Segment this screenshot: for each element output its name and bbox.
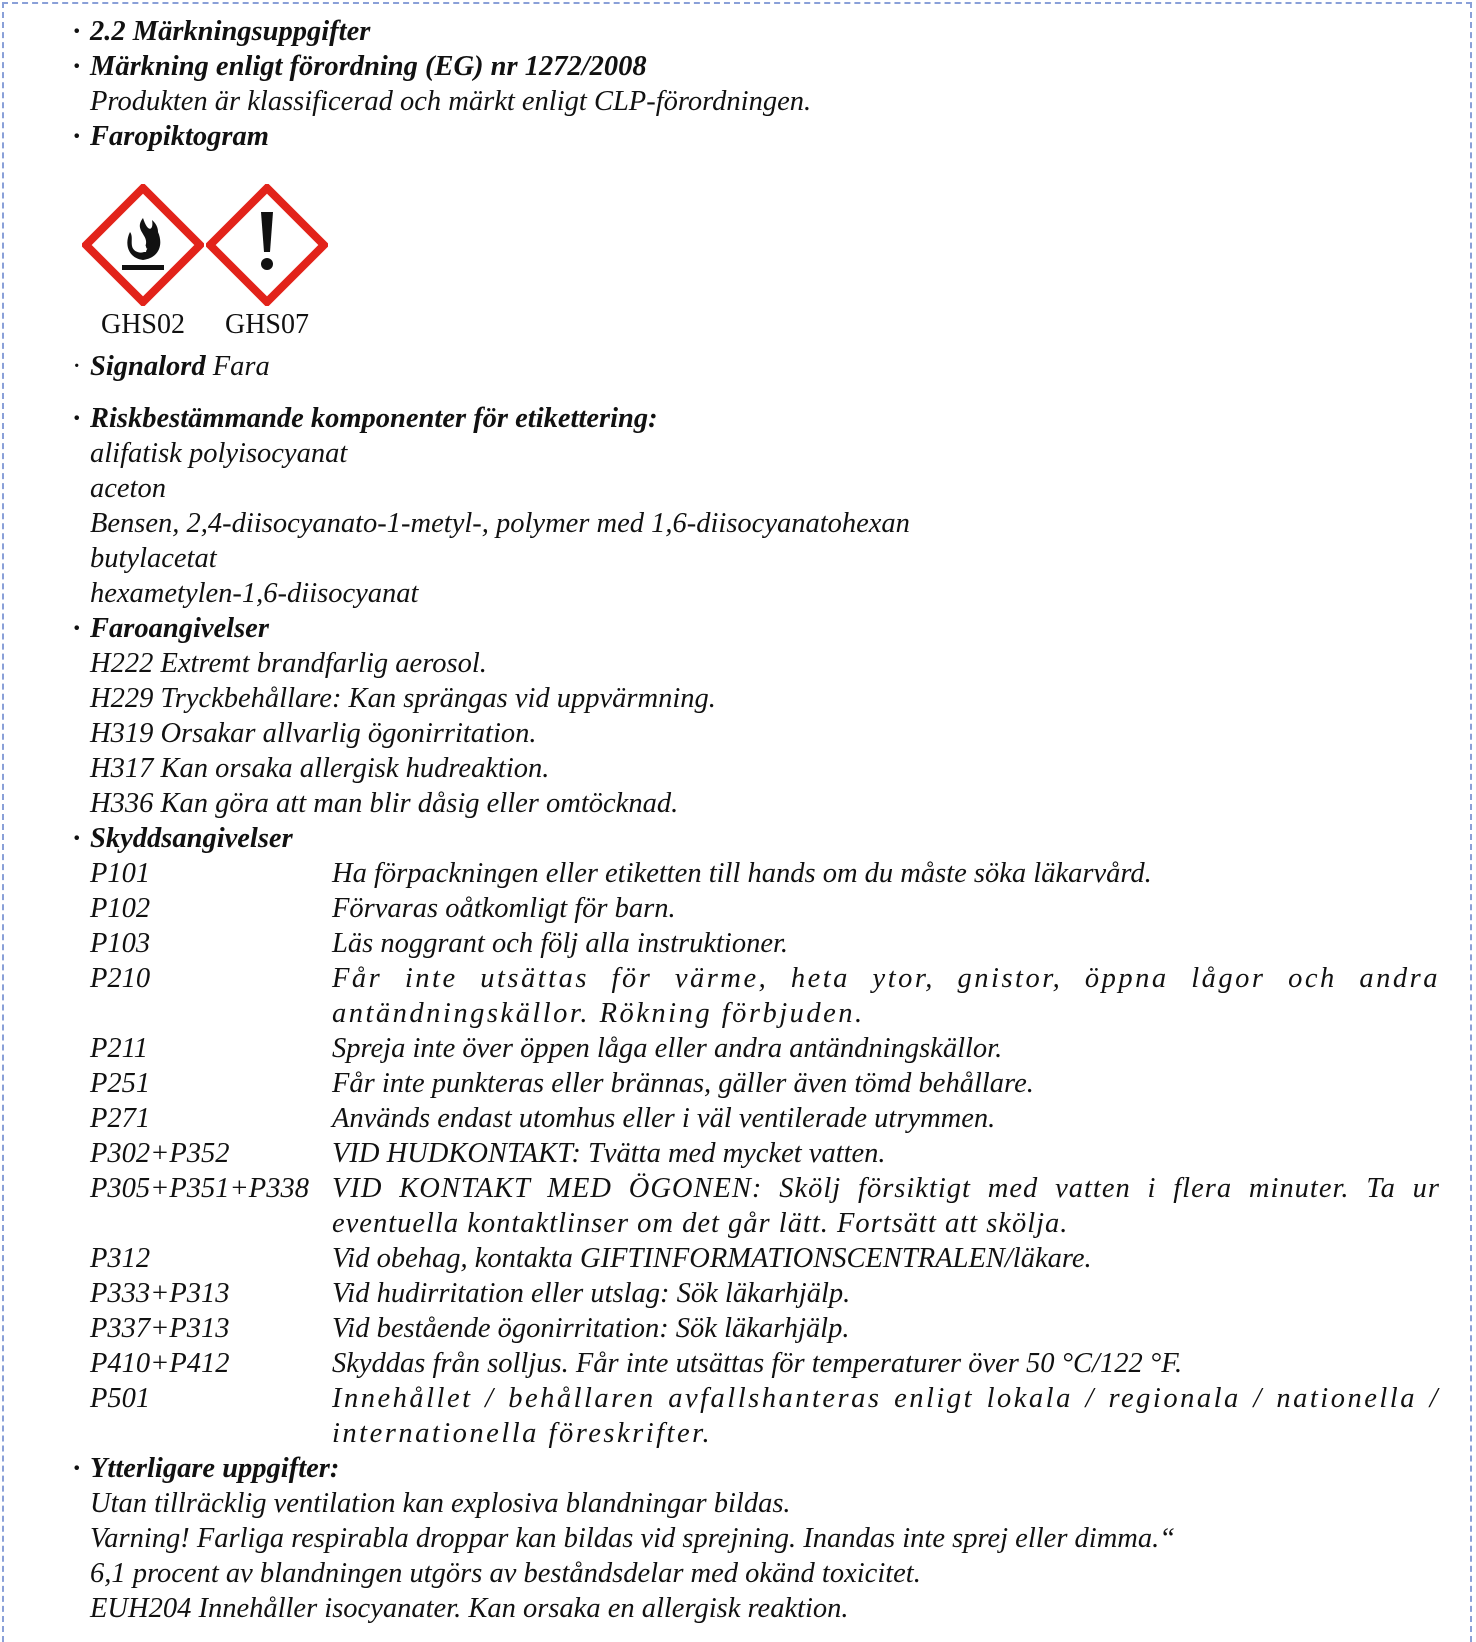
section-heading: · 2.2 Märkningsuppgifter — [72, 16, 371, 47]
precaution-text: Vid obehag, kontakta GIFTINFORMATIONSCENTRALEN/läkare. — [332, 1243, 1092, 1274]
precaution-text: VID KONTAKT MED ÖGONEN: Skölj försiktigt med vatten i flera minuter. Ta ur eventuella kontaktlinser om det går lätt. Fortsätt att skölja. — [332, 1173, 1440, 1239]
precaution-text: Innehållet / behållaren avfallshanteras enligt lokala / regionala / nationella / internationella föreskrifter. — [332, 1383, 1440, 1449]
hazard-statement: H222 Extremt brandfarlig aerosol. — [90, 648, 487, 679]
pictogram-code: GHS07 — [224, 309, 309, 340]
precaution-row — [72, 1311, 1440, 1346]
precaution-row — [72, 1171, 1440, 1241]
precautions-heading: · Skyddsangivelser — [72, 823, 293, 854]
additional-item: Utan tillräcklig ventilation kan explosiva blandningar bildas. — [90, 1488, 791, 1519]
additional-item: 6,1 procent av blandningen utgörs av beståndsdelar med okänd toxicitet. — [90, 1558, 921, 1589]
pictograms-heading: · Faropiktogram — [72, 121, 269, 152]
hazard-statement: H317 Kan orsaka allergisk hudreaktion. — [90, 753, 550, 784]
precaution-text: Ha förpackningen eller etiketten till hands om du måste söka läkarvård. — [332, 858, 1152, 889]
exclamation-icon — [206, 184, 328, 306]
labelling-heading: · Märkning enligt förordning (EG) nr 1272/2008 — [72, 51, 647, 82]
precaution-row — [72, 926, 1440, 961]
component-item: aceton — [90, 473, 166, 504]
precaution-code: P103 — [90, 928, 151, 959]
document-body — [72, 14, 1440, 1626]
precaution-row — [72, 1031, 1440, 1066]
component-item: hexametylen-1,6-diisocyanat — [90, 578, 419, 609]
precaution-code: P251 — [90, 1068, 151, 1099]
precaution-code: P333+P313 — [90, 1278, 230, 1309]
precaution-code: P101 — [90, 858, 151, 889]
hazard-statement: H336 Kan göra att man blir dåsig eller omtöcknad. — [90, 788, 679, 819]
precaution-text: Används endast utomhus eller i väl ventilerade utrymmen. — [332, 1103, 996, 1134]
pictogram-ghs07 — [206, 184, 328, 340]
flame-icon — [82, 184, 204, 306]
pictogram-row — [72, 154, 1440, 340]
hazard-statement: H229 Tryckbehållare: Kan sprängas vid uppvärmning. — [90, 683, 716, 714]
precaution-text: Vid bestående ögonirritation: Sök läkarhjälp. — [332, 1313, 850, 1344]
labelling-text: Produkten är klassificerad och märkt enligt CLP-förordningen. — [90, 86, 812, 117]
precaution-row — [72, 961, 1440, 1031]
precaution-row — [72, 1136, 1440, 1171]
precaution-text: Spreja inte över öppen låga eller andra antändningskällor. — [332, 1033, 1003, 1064]
precaution-code: P211 — [90, 1033, 149, 1064]
component-item: alifatisk polyisocyanat — [90, 438, 348, 469]
precaution-code: P410+P412 — [90, 1348, 230, 1379]
hazard-statement: H319 Orsakar allvarlig ögonirritation. — [90, 718, 537, 749]
additional-item: EUH204 Innehåller isocyanater. Kan orsaka en allergisk reaktion. — [90, 1593, 849, 1624]
precaution-row — [72, 1101, 1440, 1136]
components-heading: · Riskbestämmande komponenter för etikettering: — [72, 403, 658, 434]
precaution-code: P210 — [90, 963, 151, 994]
additional-heading: · Ytterligare uppgifter: — [72, 1453, 340, 1484]
precaution-code: P501 — [90, 1383, 151, 1414]
pictogram-ghs02 — [82, 184, 204, 340]
precaution-text: Förvaras oåtkomligt för barn. — [332, 893, 676, 924]
precaution-row — [72, 1276, 1440, 1311]
precaution-code: P102 — [90, 893, 151, 924]
precaution-code: P337+P313 — [90, 1313, 230, 1344]
precaution-text: Får inte punkteras eller brännas, gäller även tömd behållare. — [332, 1068, 1034, 1099]
precaution-code: P312 — [90, 1243, 151, 1274]
precaution-row — [72, 1346, 1440, 1381]
precaution-row — [72, 856, 1440, 891]
precaution-row — [72, 1066, 1440, 1101]
pictogram-code: GHS02 — [100, 309, 185, 340]
precaution-code: P271 — [90, 1103, 151, 1134]
precaution-text: Skyddas från solljus. Får inte utsättas för temperaturer över 50 °C/122 °F. — [332, 1348, 1183, 1379]
component-item: Bensen, 2,4-diisocyanato-1-metyl-, polymer med 1,6-diisocyanatohexan — [90, 508, 910, 539]
precaution-text: VID HUDKONTAKT: Tvätta med mycket vatten. — [332, 1138, 886, 1169]
precaution-code: P305+P351+P338 — [90, 1173, 309, 1204]
precaution-row — [72, 891, 1440, 926]
component-item: butylacetat — [90, 543, 217, 574]
precaution-row — [72, 1241, 1440, 1276]
precaution-row — [72, 1381, 1440, 1451]
precaution-text: Läs noggrant och följ alla instruktioner. — [332, 928, 789, 959]
additional-item: Varning! Farliga respirabla droppar kan bildas vid sprejning. Inandas inte sprej eller dimma.“ — [90, 1523, 1176, 1554]
precaution-text: Får inte utsättas för värme, heta ytor, gnistor, öppna lågor och andra antändningskällor. Rökning förbjuden. — [332, 963, 1440, 1029]
signal-word: · Signalord Fara — [72, 351, 270, 382]
precaution-text: Vid hudirritation eller utslag: Sök läkarhjälp. — [332, 1278, 851, 1309]
precaution-code: P302+P352 — [90, 1138, 230, 1169]
hazards-heading: · Faroangivelser — [72, 613, 269, 644]
